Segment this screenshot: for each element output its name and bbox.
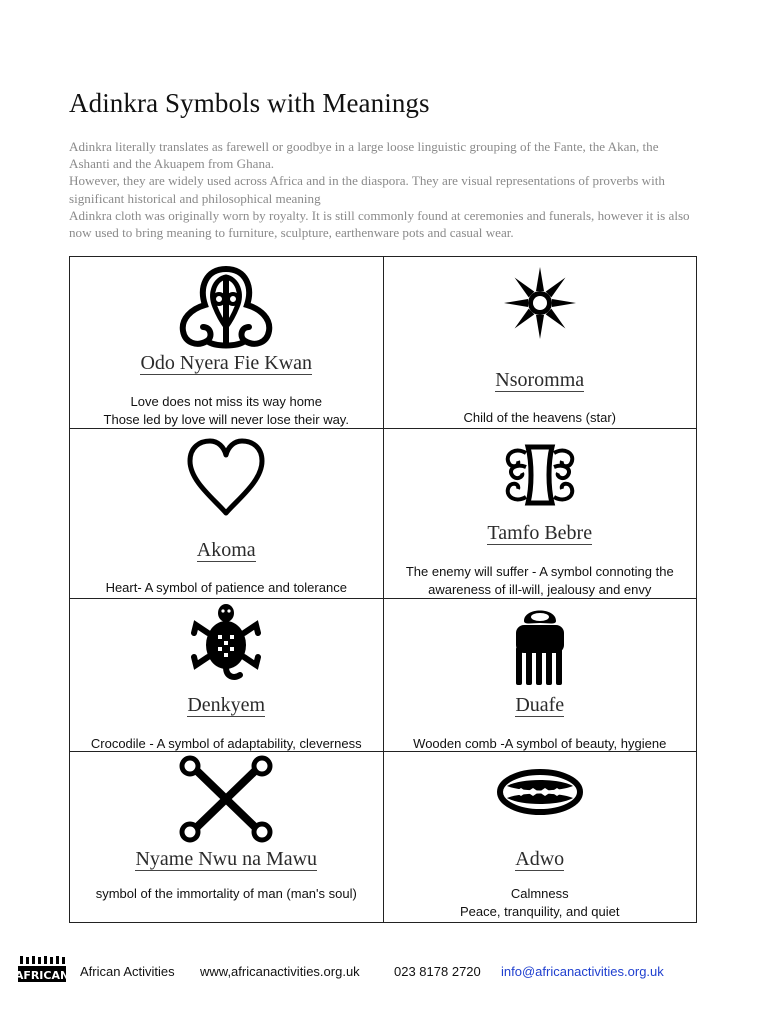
symbol-name: Denkyem <box>187 694 266 716</box>
symbol-description: symbol of the immortality of man (man's soul) <box>95 886 357 901</box>
symbol-description: Crocodile - A symbol of adaptability, cleverness <box>90 736 362 751</box>
footer-email-link[interactable]: info@africanactivities.org.uk <box>501 964 664 979</box>
symbol-cell <box>70 752 384 923</box>
intro-text <box>69 138 699 241</box>
intro-paragraph: Adinkra cloth was originally worn by royalty. It is still commonly found at ceremonies and funerals, however it is also now used to bring meaning to furniture, sculpture, earthenware pots and casual wear. <box>69 207 690 241</box>
symbol-cell <box>70 599 384 752</box>
adwo-icon <box>495 766 585 818</box>
footer-org: African Activities <box>80 964 175 979</box>
symbol-description: Wooden comb -A symbol of beauty, hygiene <box>413 736 667 751</box>
crossed-bones-icon <box>176 756 276 842</box>
symbol-cell <box>70 257 384 429</box>
symbol-name: Nyame Nwu na Mawu <box>135 848 318 870</box>
african-activities-logo <box>14 955 70 983</box>
svg-text:AFRICAN: AFRICAN <box>14 969 70 982</box>
symbols-table <box>69 256 697 923</box>
symbol-description: Heart- A symbol of patience and tolerance <box>105 580 347 595</box>
symbol-cell <box>70 429 384 599</box>
crocodile-icon <box>188 603 264 683</box>
symbol-name: Odo Nyera Fie Kwan <box>140 352 313 374</box>
symbol-name: Adwo <box>515 848 565 870</box>
heart-icon <box>184 437 268 517</box>
symbol-description: Calmness Peace, tranquility, and quiet <box>460 886 620 919</box>
comb-icon <box>502 603 578 689</box>
tamfo-bebre-icon <box>502 443 578 507</box>
symbol-description: The enemy will suffer - A symbol connoting the awareness of ill-will, jealousy and envy <box>405 564 674 597</box>
symbol-description: Child of the heavens (star) <box>463 410 616 425</box>
symbol-cell <box>383 429 697 599</box>
intro-paragraph: However, they are widely used across Africa and in the diaspora. They are visual representations of proverbs with significant historical and philosophical meaning <box>69 173 665 206</box>
intro-paragraph: Adinkra literally translates as farewell or goodbye in a large loose linguistic grouping of the Fante, the Akan, the Ashanti and the Akuapem from Ghana. <box>69 139 659 172</box>
footer-website[interactable]: www,africanactivities.org.uk <box>200 964 360 979</box>
symbol-name: Nsoromma <box>495 369 585 391</box>
page-title: Adinkra Symbols with Meanings <box>69 88 430 118</box>
star-icon <box>502 265 578 341</box>
symbol-name: Duafe <box>515 694 565 716</box>
symbol-cell <box>383 752 697 923</box>
symbol-cell <box>383 599 697 752</box>
odo-nyera-fie-kwan-icon <box>171 265 281 349</box>
symbol-name: Akoma <box>196 539 256 561</box>
symbol-name: Tamfo Bebre <box>487 522 593 544</box>
footer <box>14 955 758 985</box>
symbol-cell <box>383 257 697 429</box>
symbol-description: Love does not miss its way home Those led by love will never lose their way. <box>103 394 349 427</box>
footer-phone: 023 8178 2720 <box>394 964 481 979</box>
